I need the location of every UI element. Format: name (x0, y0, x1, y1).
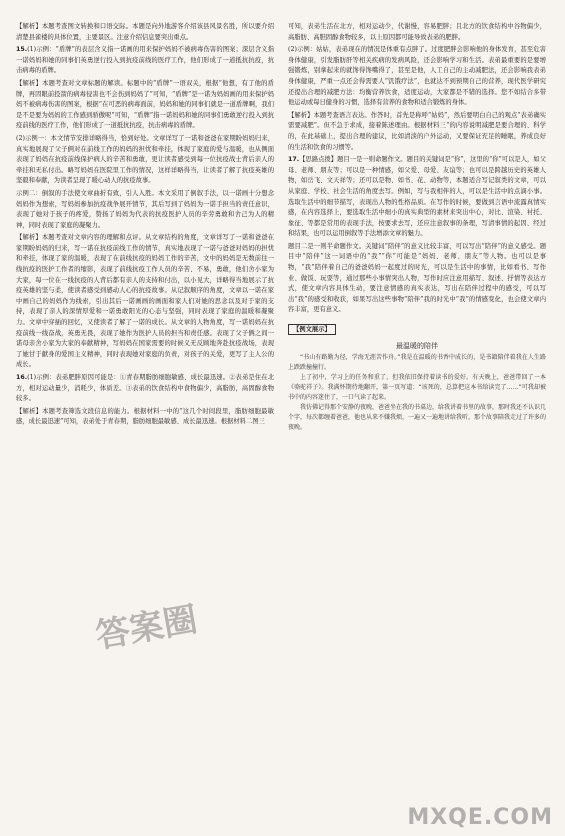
answer-15-1 (16, 45, 274, 77)
analysis-16-1-cont: 可知，表弟生活在北方，相对运动少，代谢慢，容易肥胖；且北方的饮食结构中谷物偏少，高脂肪、高胆固醇食物较多，以上原因都可能导致表弟的肥胖。 (288, 23, 546, 41)
analysis-16-1: 【解析】本题考查筛选文段信息的能力。根据材料一中的“这几个时间段里，脂肪细胞最敏感，成长最迅速”可知，表弟处于青春期，脂肪细胞最敏感、成长最迅速。根据材料二图三 (16, 407, 274, 426)
answer-15-1-text: (1)示例：“盾牌”的表层含义指一诺画的用来保护妈妈不被病毒伤害的图案；深层含义指一诺妈妈和她的同事们英勇逆行投入到抗疫前线的医疗工作，他们形成了一道抵抗抗疫，抗击病毒的盾牌。 (16, 46, 274, 75)
analysis-14: 【解析】本题考查图文转换和口语交际。本题是向外地游客介绍该县风景名胜，所以要介绍清楚县雀楼的具体位置，主要景区。注意介绍信息要突出重点。 (16, 23, 274, 41)
answer-15-2-b: 示例二：倒叙的手法使文章曲折有致，引人入胜。本文采用了倒叙手法，以一诺画十分想念妈妈作为想索，写妈妈参加抗疫战争展开情节，其后写到了妈妈为一诺手担当的责任意识，表现了她对于孩子的疼爱，赞扬了妈妈为代表的抗疫医护人员的辛劳勇敢和舍己为人的精神，同时表现了家庭的凝聚力。 (16, 189, 274, 229)
essay-title: 最温暖的陪伴 (396, 342, 438, 351)
left-column (16, 22, 274, 828)
answer-15-2-a: (2)示例一：本文情节安排详略得当，恰到好处。文章详写了一诺和爸爸在家期盼妈妈归来，真实地展现了父子俩对在前线工作的妈妈的担忧和牵挂，体现了家庭的爱与温暖，也从侧面表现了妈妈在抗疫前线保护病人的辛苦和勇敢，更让读者感受到每一位抗疫战士背后亲人的牵挂和无私付出。略写妈妈在医院里工作的情况，这样详略得当，让读者了解了抗疫英雄的坚毅和奉献，为读者呈现了暖心动人的抗疫故事。 (16, 134, 274, 185)
question-number-16: 16. (16, 374, 28, 381)
example-essay (288, 341, 546, 433)
example-heading: 【例文展示】 (288, 324, 336, 335)
two-column-layout (16, 22, 549, 828)
essay-paragraph: 上了初中，学习上的任务和重了，但我依旧保持着读书的爱好。有天晚上，爸爸带回了一本《骆驼祥子》。我满怀期待地翻开，第一页写道：“该死的，总算把这本书给读完了……”可我却被书中的内容迷住了，一口气读了起来。 (288, 374, 546, 402)
guide-17-1 (288, 155, 546, 240)
essay-paragraph: 我仿佛记得那个安静的夜晚，爸爸坐在我的书桌边，给我讲着书里的故事，那时我还不认识几个字，每次都缠着爸爸，他也从来不嫌我烦，一遍又一遍地讲给我听，那个故事陪我走过了许多的夜晚。 (288, 404, 546, 432)
analysis-15-2: 【解析】本题考查对文章内容的理解和点评。从文章结构的角度，文章详写了一诺和爸爸在家期盼妈妈的归来，写一诺在抗疫前线工作的情节，真实地表现了一诺与爸爸对妈妈的担忧和牵挂，体现了家的温暖，表现了在前线抗疫的妈妈工作的辛苦，文中的妈妈是无数前往一线抗疫的医护工作者的缩影，表现了前线抗疫工作人员的辛苦、不易，勇敢，他们舍小家为大家，每一位在一线抗疫的人背后都有亲人的支持和付出，以小见大，详略得当地展示了抗疫英雄的坚与柔，使读者感受到感动人心的抗疫故事。从记叙顺序的角度，文章以一诺在家中画自己的妈妈作为线索，引出其后一诺画画的画面和家人们对她的思念以及对于家的支持，表现了亲人的深情厚爱和一诺勇敢阳光的心态与坚强，同时表现了家庭的温暖和凝聚力。文章中穿插的回忆，又使读者了解了一诺的成长。从文章的人物角度，写一诺妈妈在抗疫前线一线奋战，英勇无畏，表现了她作为医护人员的担当和责任感。表现了父子俩之间一诺母亲舍小家为大家的奉献精神，写妈妈在国家需要的时候义无反顾地奔赴抗疫战场，表现了她甘于献身的爱国主义精神，同时表现她对家庭的负责，对孩子的关爱，更写了主人公的成长。 (16, 234, 274, 369)
question-number-17: 17. (288, 156, 300, 164)
answer-16-2: (2)示例：姑姑，表弟现在的情况是体重有点胖了。过度肥胖会影响他的身体发育，甚至危害身体健康，引发脂肪肝等相关疾病的发病风险，还会影响学习和生活。表弟最重要的是要增强锻炼，别拿起来的就馋得馋嘴得了，甚至是他，人工自己的主动减肥法，还会影响我表弟身体健康，严重一点还会得需要人“饥饿疗法”，也就达不到预期自己的营养，现代医学研究还提出合理的减肥方法：均衡营养饮食，适度运动，大家都是不错的选择。您不如结合多带他运动或每日健身的习惯，选择有营养的食物和适合锻炼的身体。 (288, 46, 546, 107)
essay-paragraph: “书山有路勤为径，学海无涯苦作舟。”我是在温暖的书香中成长的，是书籍陪伴着我在人生路上跌跌撞撞行。 (288, 354, 546, 372)
guide-17-2: 题目二是一则半命题作文。关键词“陪伴”的意义比较丰富，可以写出“陪伴”的意义感受。题目中“陪伴”这一词语中的“我”“你”可能是“妈妈、老师、朋友”等人物。也可以是事物，“我”陪伴着自己的爸爸妈妈一起度过的时光，可以是生活中的事情，比如看书、写作业、做饭、玩耍等，通过那些小事情突出人物，写作时应注意用描写、叙述、抒情等表达方式，使文章内容具体生动，要注意情感的真实表达，写出在陪伴过程中的感受，可以写出“我”的感受和收获，如果写出这些事物“陪伴”我的时光中“我”的情感变化，也会使文章内容丰富，更有意义。 (288, 242, 546, 314)
analysis-15-1: 【解析】本题考查对文章标题的解读。标题中的“盾牌”一语双关，根据“他想，有了他的盾牌，再因眼前投箭的病毒侵害也不会伤到妈妈了”可知，“盾牌”是一诺为妈妈画的用来保护妈妈不被病毒伤害的图案，根据“在可恶的病毒面前，妈妈和她的同事们就是一道盾牌啊，我们是不是要为妈妈的工作感到骄傲呢”可知，“盾牌”指一诺妈妈和她的同事们勇敢逆行投入到抗疫前线的医疗工作，他们形成了一道抵抗抗疫，抗击病毒的盾牌。 (16, 79, 274, 130)
analysis-16-2: 【解析】本题考查语言表达。作答时，首先是称呼“姑妈”，然后要明白自己的观点“表弟确实需要减肥”。但不急于求成，接着陈述理由。根据材料三“的内容说明减肥是要合理的、科学的，在此基础上，提出合理的建议，比如清淡的户外运动，又要保证充足的睡眠，养成良好的生活和饮食的习惯等。 (288, 111, 546, 151)
corner-watermark: MXQE.COM (407, 805, 553, 830)
watermark-logo: 答案圈 (92, 599, 201, 657)
answer-16-1 (16, 373, 274, 405)
right-column (288, 22, 546, 828)
guide-17-1-text: 【思路点拨】题目一是一则命题作文。题目的关键词是“你”，这里的“你”可以是人，如父母、老师、朋友等；可以是一种情感，如父爱、母爱、友谊等；也可以是跨越历史的英雄人物，如岳飞、文天祥等；还可以是物、如书、花、动物等，本题适合写记叙类的文章，可以从家庭、学校、社会生活的角度去写。例如，写与我相伴的人，可以是生活中的点滴小事。选取生活中的细节描写，表现出人物的性格品质。在写作的时候，要做到言语中流露真情实感，在内容选择上，要选取生活中细小的真实典型的素材来突出中心，对比、渲染、衬托、象征、等都是常用的表现手法，按要求去写，还应注意叙事的条理，写清事情的起因、经过和结果，也可以运用倒叙等手法增添文章的魅力。 (288, 156, 546, 238)
question-number-15: 15. (16, 46, 28, 54)
answer-16-1-text: (1)示例：表弟肥胖原因可能是：①青春期脂肪细胞敏感、成长最迅速。②表弟是住在北方，相对运动量少，消耗少，体质差。③表弟的饮食结构中食物偏少，高脂肪，高固醇食物较多。 (16, 374, 274, 403)
